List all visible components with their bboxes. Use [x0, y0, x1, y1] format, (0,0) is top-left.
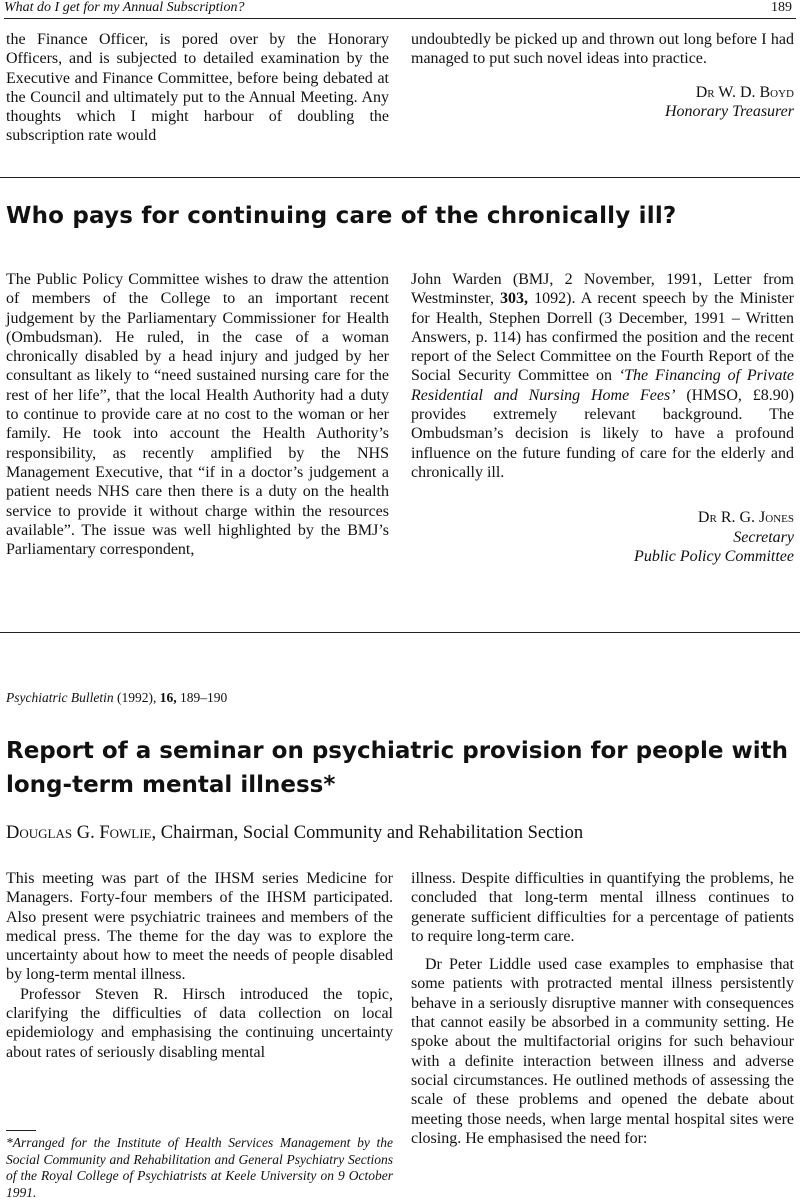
footnote-rule [6, 1130, 36, 1131]
article3-right-para2: Dr Peter Liddle used case examples to emphasise that some patients with protracted mental illness persistently behave in a seriously disruptive manner with consequences that cannot easily be absorbed in a community setting. He spoke about the multifactorial origins for such behaviour with a definite interaction between illness and adverse social circumstances. He outlined methods of assessing the scale of these problems and opened the debate about meeting those needs, when large mental hospital sites were closing. He emphasised the need for: [411, 956, 794, 1147]
citation-year: (1992), [116, 690, 157, 705]
article3-right-column [411, 869, 794, 1148]
article3-right-para1: illness. Despite difficulties in quantifying the problems, he concluded that long-term mental illness continues to generate sufficient difficulties for a percentage of patients to require long-term care. [411, 870, 794, 945]
letter1-signer: Dr W. D. Boyd [695, 83, 794, 101]
letter1-left-column [6, 30, 389, 146]
report-title: ‘The Financing of Private Residential and Nursing Home Fees’ [411, 367, 795, 404]
article3-left-para1: This meeting was part of the IHSM series Medicine for Managers. Forty-four members of the IHSM participated. Also present were psychiatric trainees and members of the medical press. The theme for the day was to explore the uncertainty about how to meet the needs of people disabled by long-term mental illness. [6, 870, 393, 984]
article2-right-text: John Warden (BMJ, 2 November, 1991, Letter from Westminster, 303, 1092). A recent speech by the Minister for Health, Stephen Dorrell (3 December, 1991 – Written Answers, p. 114) has confirmed the position and the recent report of the Select Committee on the Fourth Report of the Social Security Committee on ‘The Financing of Private Residential and Nursing Home Fees’ (HMSO, £8.90) provides extremely relevant background. The Ombudsman’s decision is likely to have a profound influence on the future funding of care for the elderly and chronically ill. [411, 271, 795, 481]
article2-left-column [6, 270, 389, 559]
letter1-right-text: undoubtedly be picked up and thrown out long before I had managed to put such novel ideas into practice. [411, 31, 794, 68]
article2-signature [411, 508, 794, 566]
footnote: *Arranged for the Institute of Health Services Management by the Social Community and Rehabilitation and General Psychiatry Sections of the Royal College of Psychiatrists at Keele University on 9 October 1991. [6, 1135, 393, 1200]
letter1-signature [411, 83, 794, 122]
article2-signer-role: Secretary [733, 528, 794, 546]
author-affiliation: Chairman, Social Community and Rehabilitation Section [160, 823, 584, 843]
citation-pages: 189–190 [179, 690, 228, 705]
citation-volume: 16, [159, 690, 177, 705]
page-number: 189 [771, 0, 792, 15]
section-divider-2 [0, 632, 800, 633]
article2-signer: Dr R. G. Jones [697, 509, 794, 527]
article2-left-text: The Public Policy Committee wishes to draw the attention of members of the College to an important recent judgement by the Parliamentary Commissioner for Health (Ombudsman). He ruled, in the case of a woman chronically disabled by a head injury and judged by her consultant as likely to “need sustained nursing care for the rest of her life”, that the local Health Authority had a duty to continue to provide care at no cost to the woman or her family. He took into account the Health Authority’s responsibility, as recently amplified by the NHS Management Executive, that “if in a doctor’s judgement a patient needs NHS care then there is a duty on the health service to provide it without charge within the resources available”. The issue was well highlighted by the BMJ’s Parliamentary correspondent, [6, 271, 389, 559]
bmj-volume: 303, [500, 290, 529, 308]
running-header [4, 0, 796, 19]
letter1-signer-role: Honorary Treasurer [664, 102, 794, 120]
byline [6, 823, 583, 844]
article3-title: Report of a seminar on psychiatric provision for people with long-term mental illness* [6, 738, 788, 798]
article3-left-para2: Professor Steven R. Hirsch introduced the topic, clarifying the difficulties of data collection on local epidemiology and emphasising the continuing uncertainty about rates of seriously disabling mental [6, 985, 393, 1061]
article2-right-column [411, 270, 794, 566]
article2-signer-committee: Public Policy Committee [634, 547, 794, 565]
journal-citation [6, 690, 227, 706]
section-divider [0, 177, 800, 178]
article2-title: Who pays for continuing care of the chronically ill? [6, 203, 677, 229]
running-title: What do I get for my Annual Subscription? [4, 0, 245, 15]
article3-left-column [6, 869, 393, 1062]
author-name: Douglas G. Fowlie, [6, 823, 157, 843]
letter1-left-text: the Finance Officer, is pored over by the Honorary Officers, and is subjected to detailed examination by the Executive and Finance Committee, before being debated at the Council and ultimately put to the Annual Meeting. Any thoughts which I might harbour of doubling the subscription rate would [6, 31, 389, 145]
letter1-right-column [411, 30, 794, 121]
citation-journal: Psychiatric Bulletin [6, 690, 114, 705]
